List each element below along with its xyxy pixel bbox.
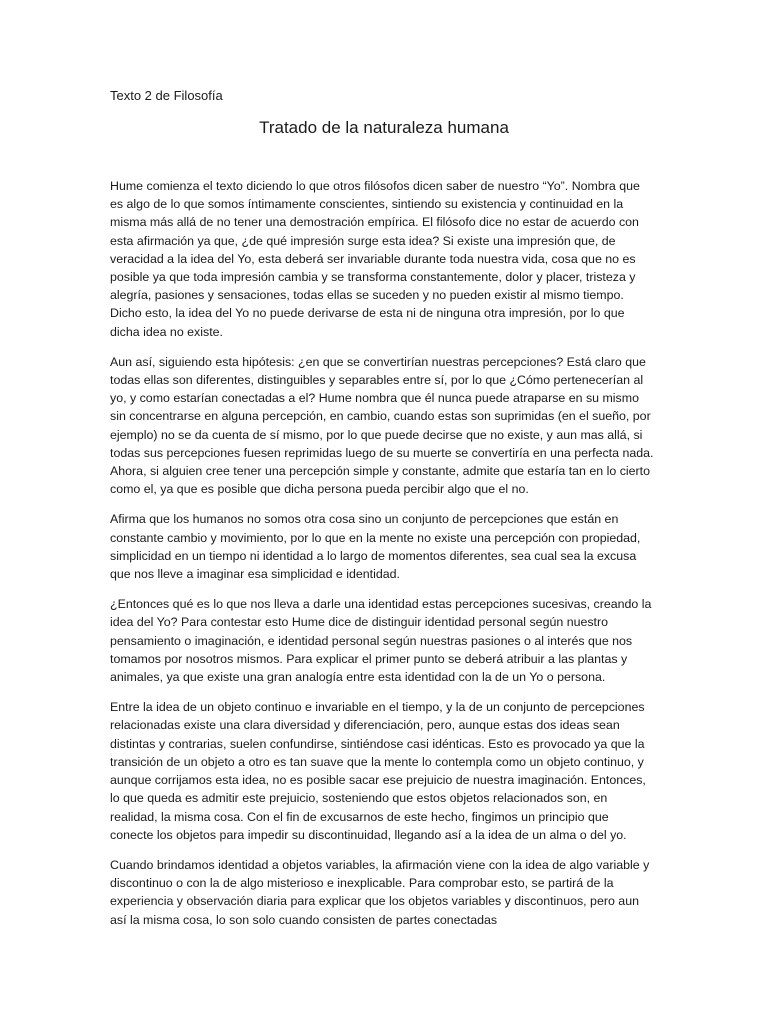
body-paragraph: Entre la idea de un objeto continuo e invariable en el tiempo, y la de un conjunto de percepciones relacionadas existe una clara diversidad y diferenciación, pero, aunque estas dos ideas sean distintas y contrarias, suelen confundirse, sintiéndose casi idénticas. Esto es provocado ya que la transición de un objeto a otro es tan suave que la mente lo contempla como un objeto continuo, y aunque corrijamos esta idea, no es posible sacar ese prejuicio de nuestra imaginación. Entonces, lo que queda es admitir este prejuicio, sosteniendo que estos objetos relacionados son, en realidad, la misma cosa. Con el fin de excusarnos de este hecho, fingimos un principio que conecte los objetos para impedir su discontinuidad, llegando así a la idea de un alma o del yo. (110, 700, 646, 842)
body-paragraph: Aun así, siguiendo esta hipótesis: ¿en que se convertirían nuestras percepciones? Está claro que todas ellas son diferentes, distinguibles y separables entre sí, por lo que ¿Cómo pertenecerían al yo, y como estarían conectadas a el? Hume nombra que él nunca puede atraparse en su mismo sin concentrarse en alguna percepción, en cambio, cuando estas son suprimidas (en el sueño, por ejemplo) no se da cuenta de sí mismo, por lo que puede decirse que no existe, y aun mas allá, si todas sus percepciones fuesen reprimidas luego de su muerte se convertiría en una perfecta nada. Ahora, si alguien cree tener una percepción simple y constante, admite que estaría tan en lo cierto como el, ya que es posible que dicha persona pueda percibir algo que el no. (110, 354, 654, 497)
document-header-label: Texto 2 de Filosofía (110, 88, 223, 103)
document-title: Tratado de la naturaleza humana (259, 118, 509, 137)
body-paragraph: Hume comienza el texto diciendo lo que otros filósofos dicen saber de nuestro “Yo”. Nombra que es algo de lo que somos íntimamente conscientes, sintiendo su existencia y continuidad en la misma más allá de no tener una demostración empírica. El filósofo dice no estar de acuerdo con esta afirmación ya que, ¿de qué impresión surge esta idea? Si existe una impresión que, de veracidad a la idea del Yo, esta deberá ser invariable durante toda nuestra vida, cosa que no es posible ya que toda impresión cambia y se transforma constantemente, dolor y placer, tristeza y alegría, pasiones y sensaciones, todas ellas se suceden y no pueden existir al mismo tiempo. Dicho esto, la idea del Yo no puede derivarse de esta ni de ninguna otra impresión, por lo que dicha idea no existe. (110, 179, 640, 339)
body-paragraph: Afirma que los humanos no somos otra cosa sino un conjunto de percepciones que están en constante cambio y movimiento, por lo que en la mente no existe una percepción con propiedad, simplicidad en un tiempo ni identidad a lo largo de momentos diferentes, sea cual sea la excusa que nos lleve a imaginar esa simplicidad e identidad. (110, 512, 641, 582)
body-paragraph: Cuando brindamos identidad a objetos variables, la afirmación viene con la idea de algo variable y discontinuo o con la de algo misterioso e inexplicable. Para comprobar esto, se partirá de la experiencia y observación diaria para explicar que los objetos variables y discontinuos, pero aun así la misma cosa, lo son solo cuando consisten de partes conectadas (110, 857, 650, 927)
body-paragraph: ¿Entonces qué es lo que nos lleva a darle una identidad estas percepciones sucesivas, creando la idea del Yo? Para contestar esto Hume dice de distinguir identidad personal según nuestro pensamiento o imaginación, e identidad personal según nuestras pasiones o al interés que nos tomamos por nosotros mismos. Para explicar el primer punto se deberá atribuir a las plantas y animales, ya que existe una gran analogía entre esta identidad con la de un Yo o persona. (110, 597, 652, 685)
document-body (110, 177, 655, 941)
